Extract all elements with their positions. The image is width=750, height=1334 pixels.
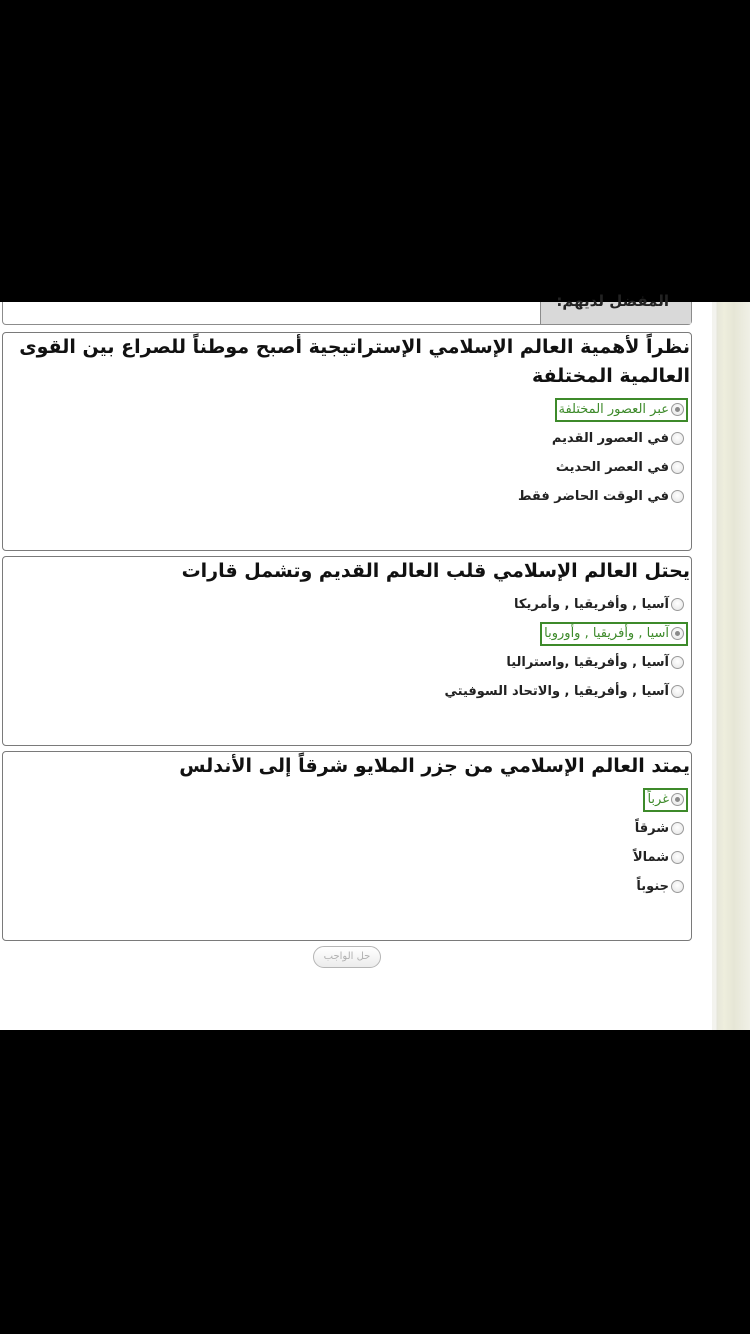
- radio-button[interactable]: [671, 656, 684, 669]
- question-text: يمتد العالم الإسلامي من جزر الملايو شرقاً إلى الأندلس: [179, 755, 690, 777]
- option-label[interactable]: شرقاً: [634, 821, 669, 836]
- option-highlight[interactable]: [548, 427, 688, 451]
- quiz-page: [0, 292, 712, 1030]
- previous-question-fragment: [2, 292, 692, 325]
- option-label[interactable]: آسيا , وأفريقيا , وأوروبا: [544, 626, 669, 641]
- header-cut-text: المفضل لديهم:: [556, 292, 669, 310]
- option-label[interactable]: آسيا , وأفريقيا ,واستراليا: [506, 655, 669, 670]
- option-row[interactable]: [3, 785, 691, 814]
- radio-button[interactable]: [671, 793, 684, 806]
- option-label[interactable]: في الوقت الحاضر فقط: [517, 489, 669, 504]
- option-row[interactable]: [3, 814, 691, 843]
- header-cell: [540, 292, 691, 324]
- option-label[interactable]: جنوباً: [636, 879, 669, 894]
- option-row[interactable]: [3, 482, 691, 511]
- radio-button[interactable]: [671, 490, 684, 503]
- option-highlight[interactable]: [552, 456, 688, 480]
- radio-button[interactable]: [671, 598, 684, 611]
- option-highlight[interactable]: [632, 875, 688, 899]
- options-list: [3, 590, 691, 706]
- option-label[interactable]: في العصر الحديث: [555, 460, 669, 475]
- option-label[interactable]: غرباً: [647, 792, 669, 807]
- option-row[interactable]: [3, 648, 691, 677]
- radio-button[interactable]: [671, 822, 684, 835]
- option-label[interactable]: في العصور القديم: [551, 431, 669, 446]
- option-highlight[interactable]: [510, 593, 688, 617]
- option-label[interactable]: عبر العصور المختلفة: [558, 402, 669, 417]
- radio-button[interactable]: [671, 851, 684, 864]
- radio-button[interactable]: [671, 403, 684, 416]
- option-highlight[interactable]: [629, 846, 688, 870]
- question-box-3: [2, 751, 692, 941]
- question-text: نظراً لأهمية العالم الإسلامي الإستراتيجية أصبح موطناً للصراع بين القوى العالمية المختلفة: [19, 336, 690, 387]
- option-label[interactable]: آسيا , وأفريقيا , والاتحاد السوفيتي: [444, 684, 669, 699]
- radio-button[interactable]: [671, 461, 684, 474]
- page-edge-shadow: [712, 302, 750, 1030]
- submit-homework-button[interactable]: حل الواجب: [313, 946, 381, 968]
- option-highlight[interactable]: [540, 622, 688, 646]
- option-highlight[interactable]: [514, 485, 688, 509]
- option-row[interactable]: [3, 453, 691, 482]
- question-box-2: [2, 556, 692, 746]
- option-row[interactable]: [3, 619, 691, 648]
- radio-button[interactable]: [671, 432, 684, 445]
- option-highlight[interactable]: [440, 680, 688, 704]
- options-list: [3, 785, 691, 901]
- option-label[interactable]: آسيا , وأفريقيا , وأمريكا: [514, 597, 669, 612]
- option-row[interactable]: [3, 395, 691, 424]
- options-list: [3, 395, 691, 511]
- option-highlight[interactable]: [631, 817, 688, 841]
- question-box-1: [2, 332, 692, 551]
- radio-button[interactable]: [671, 880, 684, 893]
- option-row[interactable]: [3, 872, 691, 901]
- radio-button[interactable]: [671, 627, 684, 640]
- option-row[interactable]: [3, 843, 691, 872]
- option-highlight[interactable]: [555, 398, 688, 422]
- option-highlight[interactable]: [643, 788, 688, 812]
- question-text: يحتل العالم الإسلامي قلب العالم القديم وتشمل قارات: [181, 560, 690, 582]
- option-row[interactable]: [3, 590, 691, 619]
- option-row[interactable]: [3, 424, 691, 453]
- option-row[interactable]: [3, 677, 691, 706]
- option-highlight[interactable]: [502, 651, 688, 675]
- option-label[interactable]: شمالاً: [632, 850, 669, 865]
- radio-button[interactable]: [671, 685, 684, 698]
